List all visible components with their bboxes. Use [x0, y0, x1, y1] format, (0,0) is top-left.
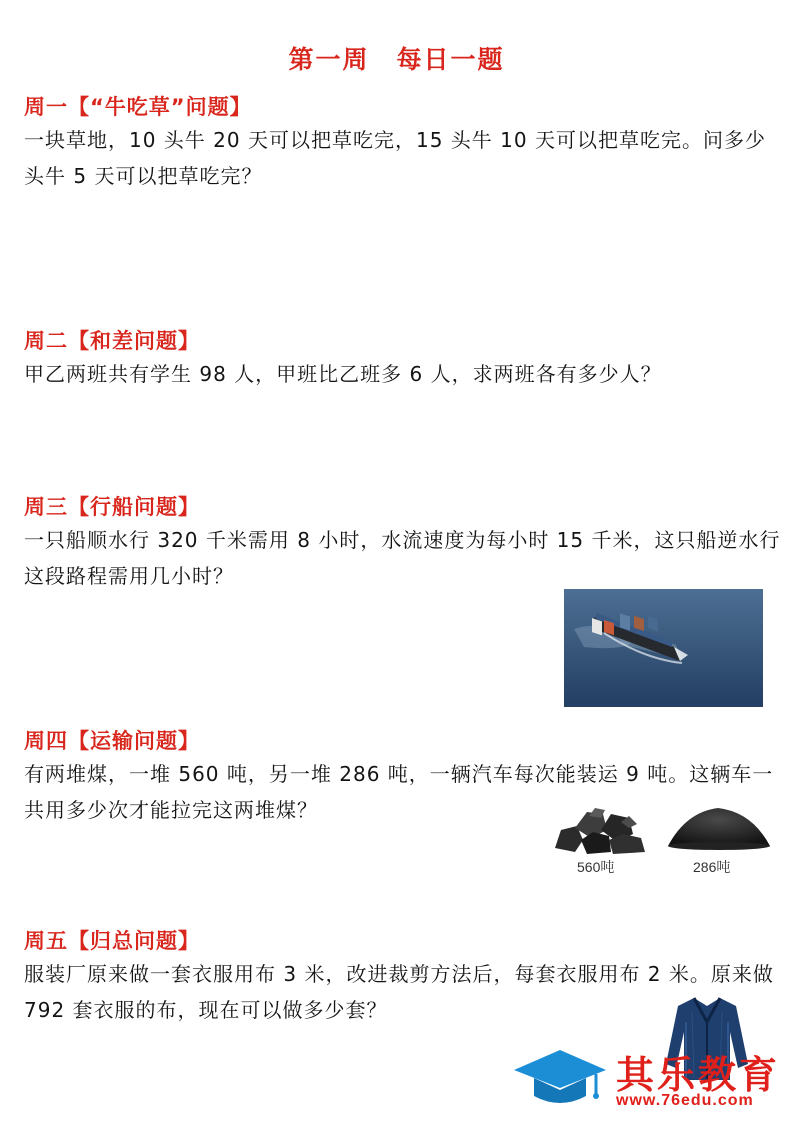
section-tuesday: [24, 326, 784, 392]
coal-caption-1: 560吨: [577, 859, 615, 875]
section-heading: 周四【运输问题】: [24, 729, 200, 753]
section-heading: 周三【行船问题】: [24, 495, 200, 519]
section-body: 有两堆煤，一堆 560 吨，另一堆 286 吨，一辆汽车每次能装运 9 吨。这辆车一共用多少次才能拉完这两堆煤？: [24, 762, 774, 822]
section-body: 一块草地，10 头牛 20 天可以把草吃完，15 头牛 10 天可以把草吃完。问多少头牛 5 天可以把草吃完？: [24, 128, 766, 188]
section-wednesday: [24, 492, 784, 594]
page-title: 第一周 每日一题: [288, 45, 505, 74]
ship-image: [564, 589, 763, 707]
section-heading: 周五【归总问题】: [24, 929, 200, 953]
section-heading: 周二【和差问题】: [24, 329, 200, 353]
logo-name: 其乐教育: [616, 1053, 781, 1097]
section-body: 服装厂原来做一套衣服用布 3 米，改进裁剪方法后，每套衣服用布 2 米。原来做 792 套衣服的布，现在可以做多少套？: [24, 962, 774, 1022]
section-monday: [24, 92, 784, 194]
section-body: 甲乙两班共有学生 98 人，甲班比乙班多 6 人，求两班各有多少人？: [24, 362, 662, 386]
graduation-cap-icon: [512, 1046, 608, 1108]
coal-lumps-image: [551, 800, 649, 856]
section-body: 一只船顺水行 320 千米需用 8 小时，水流速度为每小时 15 千米，这只船逆水行这段路程需用几小时？: [24, 528, 781, 588]
section-heading: 周一【“牛吃草”问题】: [24, 95, 252, 119]
logo-url[interactable]: www.76edu.com: [616, 1092, 754, 1109]
coal-caption-2: 286吨: [693, 859, 731, 875]
coal-pile-image: [666, 802, 772, 852]
